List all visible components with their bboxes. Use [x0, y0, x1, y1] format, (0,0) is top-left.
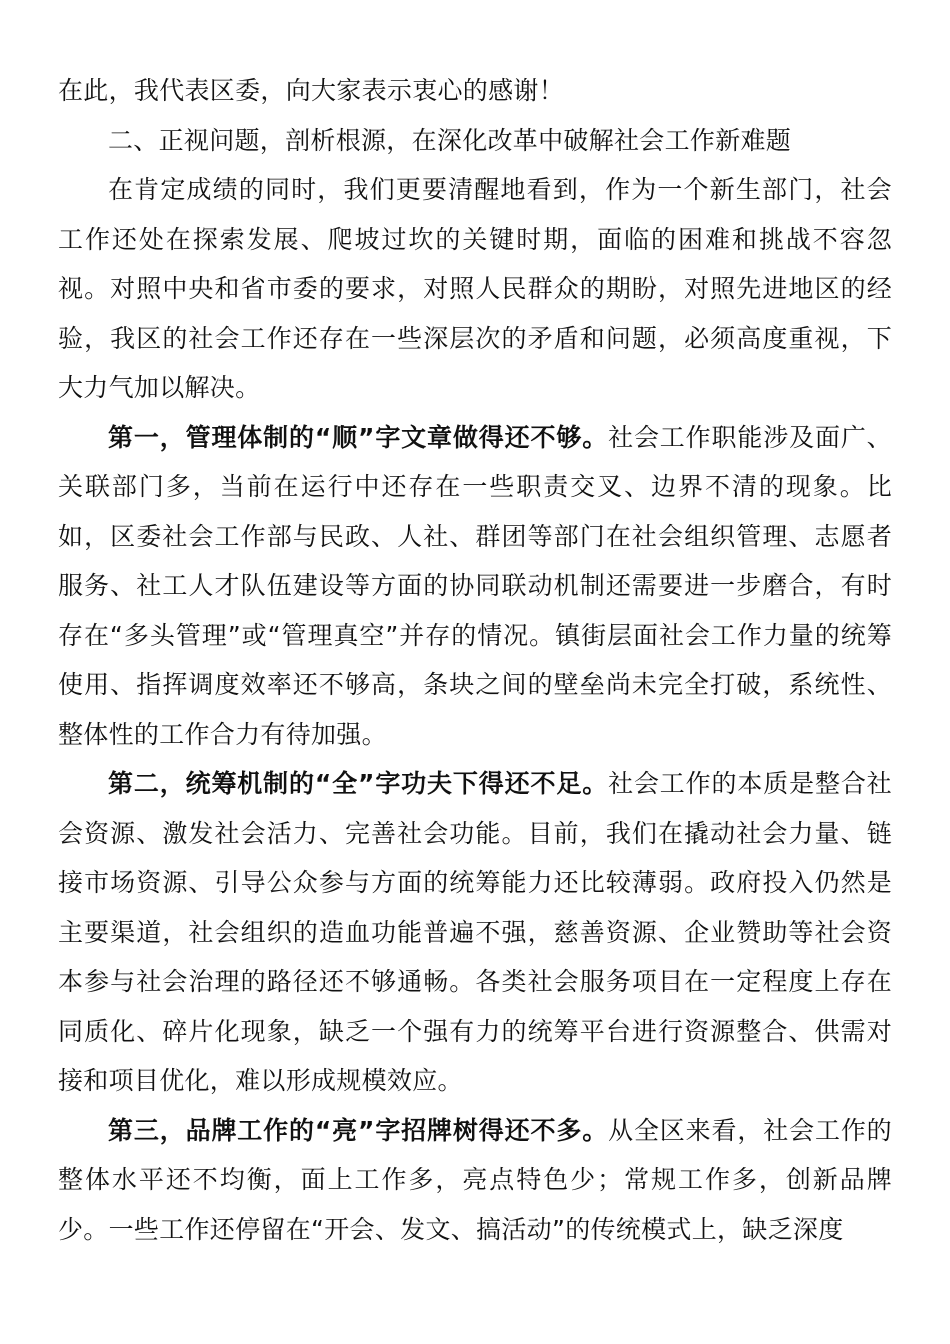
paragraph-text: 在肯定成绩的同时，我们更要清醒地看到，作为一个新生部门，社会工作还处在探索发展、爬坡过坎的关键时期，面临的困难和挑战不容忽视。对照中央和省市委的要求，对照人民群众的期盼，对照先进地区的经验，我区的社会工作还存在一些深层次的矛盾和问题，必须高度重视，下大力气加以解决。 — [58, 175, 892, 402]
point-1-heading: 第一，管理体制的“顺”字文章做得还不够。 — [108, 422, 609, 452]
paragraph-closing-thanks — [58, 66, 892, 116]
paragraph-point-3 — [58, 1106, 892, 1255]
section-heading — [58, 116, 892, 166]
paragraph-text: 在此，我代表区委，向大家表示衷心的感谢！ — [58, 76, 565, 105]
point-2-heading: 第二，统筹机制的“全”字功夫下得还不足。 — [108, 769, 609, 798]
paragraph-intro — [58, 165, 892, 413]
paragraph-point-2 — [58, 759, 892, 1106]
paragraph-text: 社会工作职能涉及面广、关联部门多，当前在运行中还存在一些职责交叉、边界不清的现象。比如，区委社会工作部与民政、人社、群团等部门在社会组织管理、志愿者服务、社工人才队伍建设等方面的协同联动机制还需要进一步磨合，有时存在“多头管理”或“管理真空”并存的情况。镇街层面社会工作力量的统筹使用、指挥调度效率还不够高，条块之间的壁垒尚未完全打破，系统性、整体性的工作合力有待加强。 — [58, 422, 892, 749]
section-heading-text: 二、正视问题，剖析根源，在深化改革中破解社会工作新难题 — [108, 125, 792, 155]
paragraph-text: 社会工作的本质是整合社会资源、激发社会活力、完善社会功能。目前，我们在撬动社会力量、链接市场资源、引导公众参与方面的统筹能力还比较薄弱。政府投入仍然是主要渠道，社会组织的造血功能普遍不强，慈善资源、企业赞助等社会资本参与社会治理的路径还不够通畅。各类社会服务项目在一定程度上存在同质化、碎片化现象，缺乏一个强有力的统筹平台进行资源整合、供需对接和项目优化，难以形成规模效应。 — [58, 769, 892, 1095]
document-body — [58, 66, 892, 1254]
paragraph-text: 从全区来看，社会工作的整体水平还不均衡，面上工作多，亮点特色少；常规工作多，创新品牌少。一些工作还停留在“开会、发文、搞活动”的传统模式上，缺乏深度 — [58, 1115, 892, 1244]
point-3-heading: 第三，品牌工作的“亮”字招牌树得还不多。 — [108, 1115, 609, 1145]
paragraph-point-1 — [58, 413, 892, 760]
